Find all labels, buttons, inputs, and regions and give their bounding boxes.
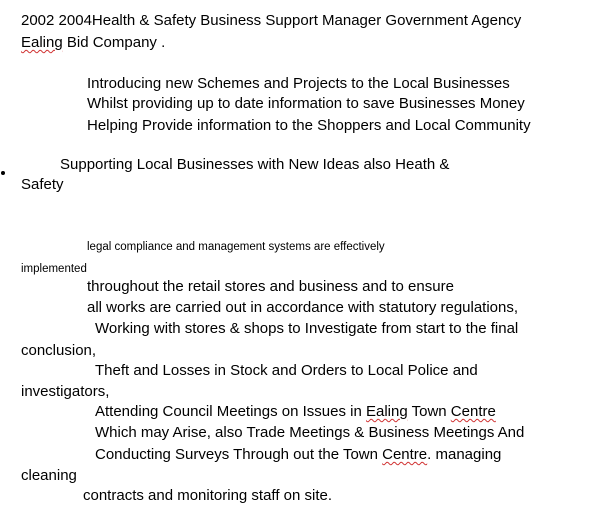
legal-line-2: implemented: [21, 263, 87, 275]
legal-line-1: legal compliance and management systems are effectively: [87, 241, 385, 253]
surveys-suffix: . managing: [427, 446, 502, 463]
surveys-prefix: Conducting Surveys Through out the Town: [95, 446, 383, 463]
council-line: [95, 403, 496, 421]
intro-item-2: Whilst providing up to date information to save Businesses Money: [87, 95, 525, 112]
stores-line-2: conclusion,: [21, 342, 97, 359]
works-line: all works are carried out in accordance with statutory regulations,: [87, 299, 519, 316]
company-word-ealing: Ealing: [21, 34, 63, 51]
council-town: Town: [407, 403, 451, 420]
council-centre: Centre: [450, 403, 496, 420]
company-rest: Bid Company .: [62, 34, 166, 51]
cleaning-line: cleaning: [21, 467, 77, 484]
retail-line: throughout the retail stores and business and to ensure: [87, 278, 454, 295]
bullet-icon: [1, 171, 5, 175]
theft-line-2: investigators,: [21, 383, 110, 400]
intro-item-1: Introducing new Schemes and Projects to the Local Businesses: [87, 75, 510, 92]
contracts-line: contracts and monitoring staff on site.: [83, 487, 333, 504]
theft-line-1: Theft and Losses in Stock and Orders to Local Police and: [95, 362, 478, 379]
intro-item-3: Helping Provide information to the Shoppers and Local Community: [87, 117, 531, 134]
surveys-line: [95, 446, 501, 464]
bullet-line-1: Supporting Local Businesses with New Ideas also Heath &: [60, 156, 450, 173]
council-ealing: Ealing: [366, 403, 408, 420]
trade-line: Which may Arise, also Trade Meetings & Business Meetings And: [95, 424, 525, 441]
council-prefix: Attending Council Meetings on Issues in: [95, 403, 366, 420]
company-name: [21, 34, 165, 52]
stores-line-1: Working with stores & shops to Investigate from start to the final: [95, 320, 519, 337]
job-header: 2002 2004Health & Safety Business Support Manager Government Agency: [21, 12, 522, 29]
bullet-line-2: Safety: [21, 176, 64, 193]
surveys-centre: Centre: [382, 446, 428, 463]
